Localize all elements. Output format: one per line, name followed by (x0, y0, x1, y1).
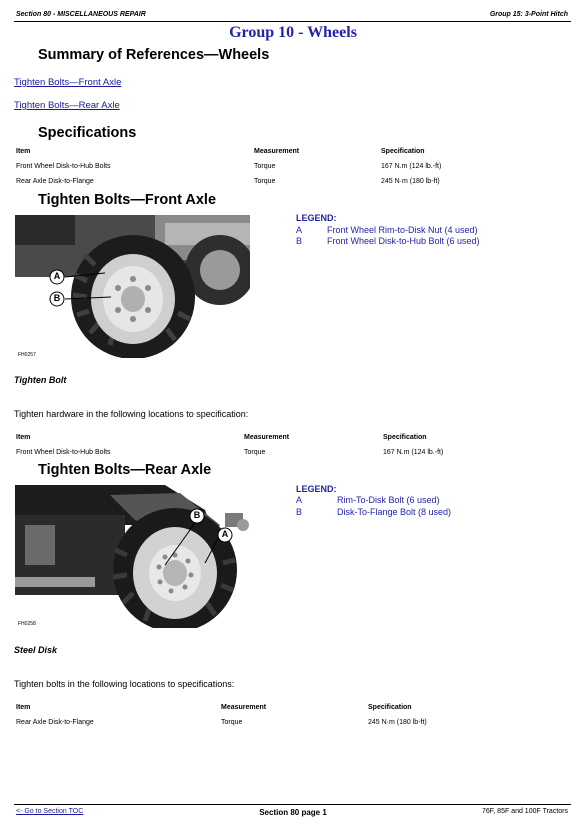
rear-legend-text-a: Rim-To-Disk Bolt (6 used) (337, 495, 440, 505)
link-rear-axle[interactable]: Tighten Bolts—Rear Axle (14, 100, 120, 111)
spec-col-item: Item (16, 148, 31, 155)
spec-row2-spec: 245 N·m (180 lb-ft) (381, 178, 440, 185)
front-row-spec: 167 N.m (124 lb.-ft) (383, 449, 444, 456)
footer-rule (14, 804, 571, 805)
header-section: Section 80 - MISCELLANEOUS REPAIR (16, 11, 146, 18)
spec-row2-item: Rear Axle Disk-to-Flange (16, 178, 94, 185)
front-figure-id: FH0257 (18, 352, 36, 358)
rear-row-item: Rear Axle Disk-to-Flange (16, 719, 94, 726)
group-title: Group 10 - Wheels (229, 24, 357, 41)
rear-legend-title: LEGEND: (296, 484, 337, 494)
rear-axle-heading: Tighten Bolts—Rear Axle (38, 462, 212, 478)
spec-row1-measurement: Torque (254, 163, 276, 170)
rear-legend-key-b: B (296, 507, 303, 517)
front-col-measurement: Measurement (244, 434, 290, 441)
spec-col-specification: Specification (381, 148, 425, 155)
front-axle-heading: Tighten Bolts—Front Axle (38, 192, 217, 208)
front-callout-b: B (53, 293, 61, 303)
front-legend-key-b: B (296, 236, 303, 246)
rear-col-item: Item (16, 704, 31, 711)
spec-row1-spec: 167 N.m (124 lb.-ft) (381, 163, 442, 170)
rear-legend-key-a: A (296, 495, 303, 505)
specifications-heading: Specifications (38, 125, 137, 141)
front-legend-text-a: Front Wheel Rim-to-Disk Nut (4 used) (327, 225, 478, 235)
toc-link[interactable]: <- Go to Section TOC (16, 808, 84, 815)
header-rule (14, 21, 571, 22)
link-front-axle[interactable]: Tighten Bolts—Front Axle (14, 77, 122, 88)
spec-row1-item: Front Wheel Disk-to-Hub Bolts (16, 163, 111, 170)
rear-caption: Steel Disk (14, 645, 58, 655)
rear-wheel-photo (15, 485, 250, 628)
front-col-item: Item (16, 434, 31, 441)
front-legend-text-b: Front Wheel Disk-to-Hub Bolt (6 used) (327, 236, 480, 246)
front-legend-key-a: A (296, 225, 303, 235)
front-wheel-photo (15, 215, 250, 358)
front-row-measurement: Torque (244, 449, 266, 456)
rear-instruction: Tighten bolts in the following locations to specifications: (14, 679, 235, 689)
rear-legend-text-b: Disk-To-Flange Bolt (8 used) (337, 507, 452, 517)
rear-col-measurement: Measurement (221, 704, 267, 711)
spec-row2-measurement: Torque (254, 178, 276, 185)
rear-callout-a: A (221, 529, 229, 539)
header-group: Group 15: 3-Point Hitch (489, 11, 568, 18)
front-col-specification: Specification (383, 434, 427, 441)
front-callout-a: A (53, 271, 61, 281)
front-caption: Tighten Bolt (14, 375, 67, 385)
front-row-item: Front Wheel Disk-to-Hub Bolts (16, 449, 111, 456)
spec-col-measurement: Measurement (254, 148, 300, 155)
front-legend-title: LEGEND: (296, 213, 337, 223)
rear-row-spec: 245 N·m (180 lb-ft) (368, 719, 427, 726)
summary-heading: Summary of References—Wheels (38, 47, 270, 63)
footer-models: 76F, 85F and 100F Tractors (482, 808, 568, 815)
rear-figure-id: FH0258 (18, 621, 36, 627)
rear-callout-b: B (193, 510, 201, 520)
rear-row-measurement: Torque (221, 719, 243, 726)
front-instruction: Tighten hardware in the following locations to specification: (14, 409, 249, 419)
rear-col-specification: Specification (368, 704, 412, 711)
footer-page: Section 80 page 1 (259, 808, 327, 817)
